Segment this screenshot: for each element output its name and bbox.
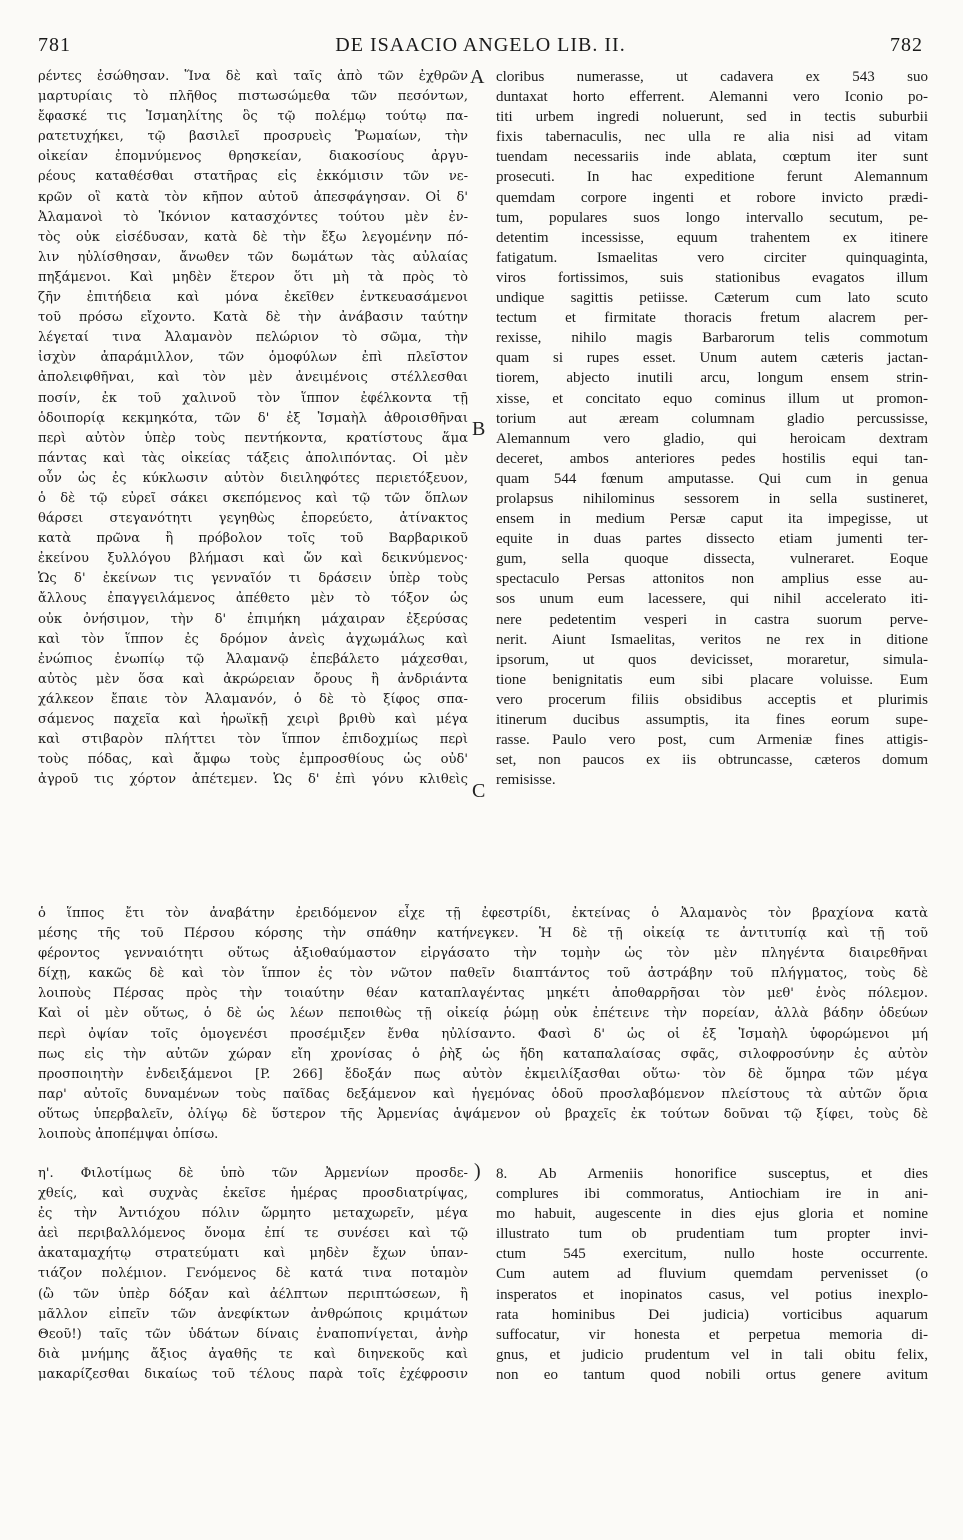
section-marker-d: ) [474, 1160, 481, 1182]
text-line: διὰ μνήμης ἄξιος ἀγαθῆς τε καὶ διηνεκοῦς καὶ [38, 1346, 468, 1362]
text-line: set, non paucos ex iis obtruncasse, cæteros domum [496, 752, 928, 769]
text-line: prolapsus nihilominus sessorem in sella sustineret, [496, 490, 928, 507]
page-number-right: 782 [890, 34, 923, 56]
text-line: spectaculo Persas attonitos non amplius esse au- [496, 571, 928, 588]
text-line: rexisse, nihilo magis Barbarorum telis commotum [496, 330, 928, 347]
text-line: nerit. Aiunt Ismaelitas, veritos ne rex in ditione [496, 631, 928, 648]
section-marker-c: C [472, 780, 486, 802]
text-line: λοιποὺς ἀποπέμψαι ὀπίσω. [38, 1127, 219, 1143]
text-line: χθείς, καὶ συχνὰς ἐκεῖσε ἡμέρας προσδιατρίψας, [38, 1186, 468, 1202]
text-line: suffocatur, vir honesta et perpetua memoria di- [496, 1326, 928, 1343]
text-line: quam 544 fœnum amputasse. Qui cum in genua [496, 470, 928, 487]
page-header [38, 34, 923, 64]
text-line: καὶ τὸν ἵππον ἐς δρόμον ἀνεὶς ἀγχωμάλως καὶ [38, 631, 468, 647]
text-line: ρέντες ἐσώθησαν. Ἵνα δὲ καὶ ταῖς ἀπὸ τῶν ἐχθρῶν [38, 69, 468, 84]
text-line: ἐνώπιος ἐνωπίῳ τῷ Ἀλαμανῷ ἐπεβάλετο μάχεσθαι, [38, 651, 468, 667]
text-line: οὖν ὡς ἐς κύκλωσιν αὐτὸν διειληφότες περιετόξευον, [38, 470, 468, 486]
text-line: Ὡς δ' ἐκείνων τις γενναῖόν τι δράσειν ὑπὲρ τοὺς [38, 571, 468, 587]
text-line: ἀεὶ περιβαλλόμενος ὄνομα ἐπί τε συνέσει καὶ τῷ [38, 1226, 468, 1242]
text-line: duntaxat horto efferrent. Alemanni vero Iconio po- [496, 89, 928, 106]
text-line: remisisse. [496, 772, 556, 789]
text-line: vero procerum filiis obsidibus acceptis et plurimis [496, 691, 928, 708]
text-line: πάντας καὶ τὰς οἰκείας τάξεις ἀπολιπόντας. Οἱ μὲν [38, 450, 468, 466]
text-line: tectum et firmitate thoracis fretum alacrem per- [496, 310, 928, 327]
text-line: gnus, et judicio prudentum vel in tali obitu felix, [496, 1346, 928, 1363]
text-line: ὁ ἵππος ἔτι τὸν ἀναβάτην ἐρειδόμενον εἶχε τῇ ἐφεστρίδι, ἐκτείνας ὁ Ἀλαμανὸς τὸν βραχίονα κατὰ [38, 906, 928, 921]
text-line: τοῦ πρόσω εἴχοντο. Κατὰ δὲ τὴν ἀνάβασιν ταύτην [38, 310, 468, 326]
text-line: θάρσει στεγανότητι γεγηθὼς ἐπορεύετο, ἀτίνακτος [38, 511, 468, 527]
text-line: Καὶ οἱ μὲν οὕτως, ὁ δὲ ὡς λέων πεποιθὼς τῇ οἰκείᾳ ῥώμῃ οὐκ ἐπέτεινε τὴν πορείαν, ἀλλὰ βάδην ὁδεύων [38, 1006, 928, 1022]
text-line: ἀπολειφθῆναι, καὶ τὸν μὲν ἀνειμένοις στέλλεσθαι [38, 370, 468, 386]
text-line: πως εἰς τὴν αὐτῶν χώραν εἴη χρονίσας ὁ ῥὴξ ὡς ἤδη καταπαλαίσας σφᾶς, σιλοφροσύνην ἐς αὐτὸν [38, 1046, 928, 1062]
latin-column-bottom [496, 1164, 928, 1385]
greek-column-bottom [38, 1164, 468, 1385]
text-line: κρῶν οἳ κατὰ τὸν κῆπον αὐτοῦ ἀπεσφάγησαν. Οἱ δ' [38, 189, 468, 205]
text-line: καὶ στιβαρὸν πλήττει τὸν ἵππον ἐπιδοχμίως περὶ [38, 732, 468, 748]
text-line: μέσης τῆς τοῦ Πέρσου κόρσης τὴν σπάθην κατήνεγκεν. Ἡ δὲ τῇ οἰκείᾳ τε ἀντιτυπίᾳ καὶ τῇ τοῦ [38, 926, 928, 942]
text-line: ἔφασκέ τις Ἰσμαηλίτης ὃς τῷ πολέμῳ τούτῳ πα- [38, 109, 468, 125]
text-line: ρατετυχήκει, τῷ βασιλεῖ προσρυεὶς Ῥωμαίων, τὴν [38, 129, 468, 145]
text-line: ἀκαταμαχήτῳ στρατεύματι καὶ μηδὲν ἔχων ὑπαν- [38, 1246, 468, 1262]
text-line: ἄλλους ἐπαγγειλάμενος ἀπέθετο μὲν τὸ τόξον ὡς [38, 591, 468, 607]
text-line: οὐκ ὀνήσιμον, τὴν δ' ἐπιμήκη μάχαιραν ἐξερύσας [38, 611, 468, 627]
page-number-left: 781 [38, 34, 71, 56]
text-line: λιν ηὐλίσθησαν, ἄνωθεν τῶν δωμάτων τὰς αὐλαίας [38, 249, 468, 265]
text-line: mo habuit, augescente in dies ejus gloria et nomine [496, 1206, 928, 1223]
text-line: tuendam necessariis inde ablata, cœptum iter sunt [496, 149, 928, 166]
text-line: ἀγροῦ τις χόρτον ἀπέτεμεν. Ὡς δ' ἐπὶ γόνυ κλιθεὶς [38, 772, 468, 788]
text-line: detentim incessisse, equum trahentem ex itinere [496, 229, 928, 246]
text-line: tiorem, abjecto inutili arcu, longum ensem strin- [496, 370, 928, 387]
text-line: ὁδοιπορίᾳ κεκμηκότα, τῶν δ' ἐξ Ἰσμαὴλ ἀθροισθῆναι [38, 410, 468, 426]
greek-column-top [38, 67, 468, 790]
text-line: οὕτως ὑπερβαλεῖν, ὀλίγῳ δὲ ὕστερον τῆς Ἀρμενίας ἁψάμενον οὐ βραχεῖς ἐκ τούτων δοῦναι τῷ ξίφει, τοὺς δὲ [38, 1106, 928, 1122]
text-line: λέγεταί τινα Ἀλαμανὸν πελώριον τὸ σῶμα, τὴν [38, 330, 468, 346]
text-line: xisse, et concitato equo cominus illum ut promon- [496, 390, 928, 407]
text-line: παρ' αὐτοῖς δυναμένων τοὺς παῖδας δεξάμενον καὶ ἡγεμόνας ὁδοῦ προσλαβόμενον πλείστους τὰ αὐτῶν ὅρια [38, 1086, 928, 1102]
text-line: torium aut æream columnam gladio percussisse, [496, 410, 928, 427]
text-line: ὁ δὲ τῷ εὐρεῖ σάκει σκεπόμενος καὶ τῷ τῶν ὅπλων [38, 490, 468, 506]
text-line: λοιποὺς Πέρσας πρὸς τὴν τοιαύτην θέαν καταπλαγέντας μηκέτι ἀποθαρρῆσαι τὸν μεθ' ἑνὸς πόλεμον. [38, 986, 928, 1002]
text-line: ἐκείνου ξυλλόγου βλήμασι καὶ ὤν καὶ δεικνύμενος· [38, 551, 468, 567]
text-line: περὶ αὐτὸν ὑπὲρ τοὺς πεντήκοντα, κρατίστους ἅμα [38, 430, 468, 446]
section-marker-b: B [472, 418, 486, 440]
text-line: ποσίν, ἐκ τοῦ χαλινοῦ τὸν ἵππον ἐφέλκοντα τῇ [38, 390, 468, 406]
text-line: τιάζον πολέμιον. Γενόμενος δὲ κατά τινα ποταμὸν [38, 1266, 468, 1282]
text-line: ρέους καταθέσθαι στατῆρας εἰς ἐκκόμισιν τῶν νε- [38, 169, 468, 185]
text-line: equite in duas partes dissecto etiam jumenti ter- [496, 531, 928, 548]
section-marker-a: A [470, 66, 485, 88]
text-line: nere pedetentim vesperi in castra suorum perve- [496, 611, 928, 628]
text-line: gum, sella quoque dissecta, vulneraret. Eoque [496, 551, 928, 568]
text-line: Cum autem ad fluvium quemdam pervenisset (o [496, 1266, 928, 1283]
text-line: δίχῃ, κακῶς δὲ καὶ τὸν ἵππον ἐς τὸν νῶτον παθεῖν διαπτάντος τοῦ ἀστράβην τοῦ πλήγματος, τοὺς δὲ [38, 966, 928, 982]
text-line: tum, populares suos longo intervallo secutum, pe- [496, 209, 928, 226]
latin-column-top [496, 67, 928, 790]
text-line: μαρτυρίαις τὸ πλῆθος πιστωσώμεθα τῶν πεσόντων, [38, 89, 468, 105]
text-line: ctum 545 exercitum, nullo hoste occurrente. [496, 1246, 928, 1263]
text-line: undique sagittis petiisse. Cæterum cum lato scuto [496, 290, 928, 307]
text-line: fatigatum. Ismaelitas vero circiter quinquaginta, [496, 249, 928, 266]
text-line: σάμενος παχεῖα καὶ ἡρωϊκῇ χειρὶ βριθὺ καὶ μέγα [38, 712, 468, 727]
text-line: non eo tantum quod nobili ortus genere avitum [496, 1366, 928, 1383]
text-line: sos unum eum lacessere, qui nihil accelerato iti- [496, 591, 928, 608]
text-line: η'. Φιλοτίμως δὲ ὑπὸ τῶν Ἀρμενίων προσδε- [38, 1166, 468, 1181]
text-line: Alemannum vero gladio, qui heroicam dextram [496, 430, 928, 447]
text-line: rasse. Paulo vero post, cum Armeniæ fines attigis- [496, 732, 928, 749]
text-line: τὸς οὐκ εἰσέδυσαν, κατὰ δὲ τὴν ἔξω λεγομένην πό- [38, 229, 468, 245]
text-line: itinerum ducibus assumptis, ita fines eorum supe- [496, 712, 928, 728]
text-line: χάλκεον ἔπαιε τὸν Ἀλαμανόν, ὁ δὲ τὸ ξίφος σπα- [38, 691, 468, 707]
text-line: quam si rupes esset. Unum autem cæteris jactan- [496, 350, 928, 367]
text-line: quemdam corpore ingenti et robore invicto prædi- [496, 189, 928, 206]
text-line: prosecuti. In hac expeditione ferunt Alemannum [496, 169, 928, 186]
text-line: Θεοῦ!) ταῖς τῶν ὑδάτων δίναις ἐναποπνίγεται, ἀνὴρ [38, 1326, 468, 1342]
running-title: DE ISAACIO ANGELO LIB. II. [335, 34, 626, 56]
text-line: οἰκείαν ἐπομνύμενος θρησκείαν, διακοσίους ἀργυ- [38, 149, 468, 165]
text-line: ζῆν ἐπιτήδεια καὶ μόνα ἐκεῖθεν ἐντκευασάμενοι [38, 290, 468, 306]
text-line: προσποιητὴν ἐνδειξάμενοι [P. 266] ἔδοξάν πως αὐτὸν ἐκμειλίξασθαι οὕτω· τὸν δὲ ὅμηρα τῶν μέγα [38, 1066, 928, 1082]
text-line: tione benignitatis eum sibi placare voluisse. Eum [496, 671, 928, 688]
text-line: μᾶλλον εἰπεῖν τῶν ἀνεφίκτων ἀνθρώποις κριμάτων [38, 1306, 468, 1322]
text-line: ensem in medium Persæ caput ita impegisse, ut [496, 511, 928, 528]
text-line: cloribus numerasse, ut cadavera ex 543 suo [496, 69, 928, 85]
text-line: titi urbem ingredi noluerunt, sed in tectis suburbii [496, 109, 928, 126]
text-line: τοὺς πόδας, καὶ ἄμφω τοὺς ἐμπροσθίους ὡς οὐδ' [38, 752, 468, 768]
text-line: 8. Ab Armeniis honorifice susceptus, et dies [496, 1166, 928, 1182]
text-line: viros fortissimos, suis stationibus evagatos illum [496, 269, 928, 286]
text-line: fixis tabernaculis, nec ulla re alia nisi ad vitam [496, 129, 928, 146]
text-line: rata hominibus Dei judicia) vorticibus aquarum [496, 1306, 928, 1323]
text-line: μακαρίζεσθαι δικαίως τοῦ τέλους παρὰ τοῖς ἐχέφροσιν [38, 1366, 468, 1382]
text-line: κατὰ πρῶνα ἢ πρόβολον τοῖς τοῦ Βαρβαρικοῦ [38, 531, 468, 547]
text-line: Ἀλαμανοὶ τὸ Ἰκόνιον κατασχόντες τούτου μὲν ἐν- [38, 209, 468, 225]
text-line: deceret, ambos anteriores pedes hostilis equi tan- [496, 450, 928, 467]
text-line: complures ibi commoratus, Antiochiam ire in ani- [496, 1186, 928, 1203]
text-line: ἰσχὺν ἀπαράμιλλον, τῶν ὁμοφύλων ἐπὶ πλεῖστον [38, 350, 468, 366]
text-line: (ὢ τῶν ὑπὲρ δόξαν καὶ ἀέλπτων περιπτώσεων, ἢ [38, 1286, 468, 1302]
greek-full-width-text [38, 904, 928, 1145]
text-line: αὐτὸς μὲν ὅσα καὶ ἀκρώρειαν ὄρους ἢ ἀνδριάντα [38, 671, 468, 687]
text-line: περὶ ὀψίαν τοῖς ὁμογενέσι προσέμιξεν ἔνθα ηὐλίσαντο. Φασὶ δ' ὡς οἱ ἐξ Ἰσμαὴλ ὑφορώμενοι μή [38, 1026, 928, 1042]
text-line: φέροντος γενναιότητι οὕτως ἀξιοθαύμαστον εἰργάσατο τὴν τομὴν ὡς τὸν μὲν πληγέντα διαιρεθῆναι [38, 946, 928, 962]
text-line: πηξάμενοι. Καὶ μηδὲν ἕτερον ὅτι μὴ τὰ πρὸς τὸ [38, 269, 468, 285]
text-line: illustrato tum ob prudentiam tum propter invi- [496, 1226, 928, 1243]
text-line: ἐς τὴν Ἀντιόχου πόλιν ὥρμητο μεταχωρεῖν, μέγα [38, 1206, 468, 1222]
text-line: insperatos et inopinatos casus, vel potius inexplo- [496, 1286, 928, 1303]
text-line: ipsorum, ut quos devicisset, moraretur, simula- [496, 651, 928, 668]
